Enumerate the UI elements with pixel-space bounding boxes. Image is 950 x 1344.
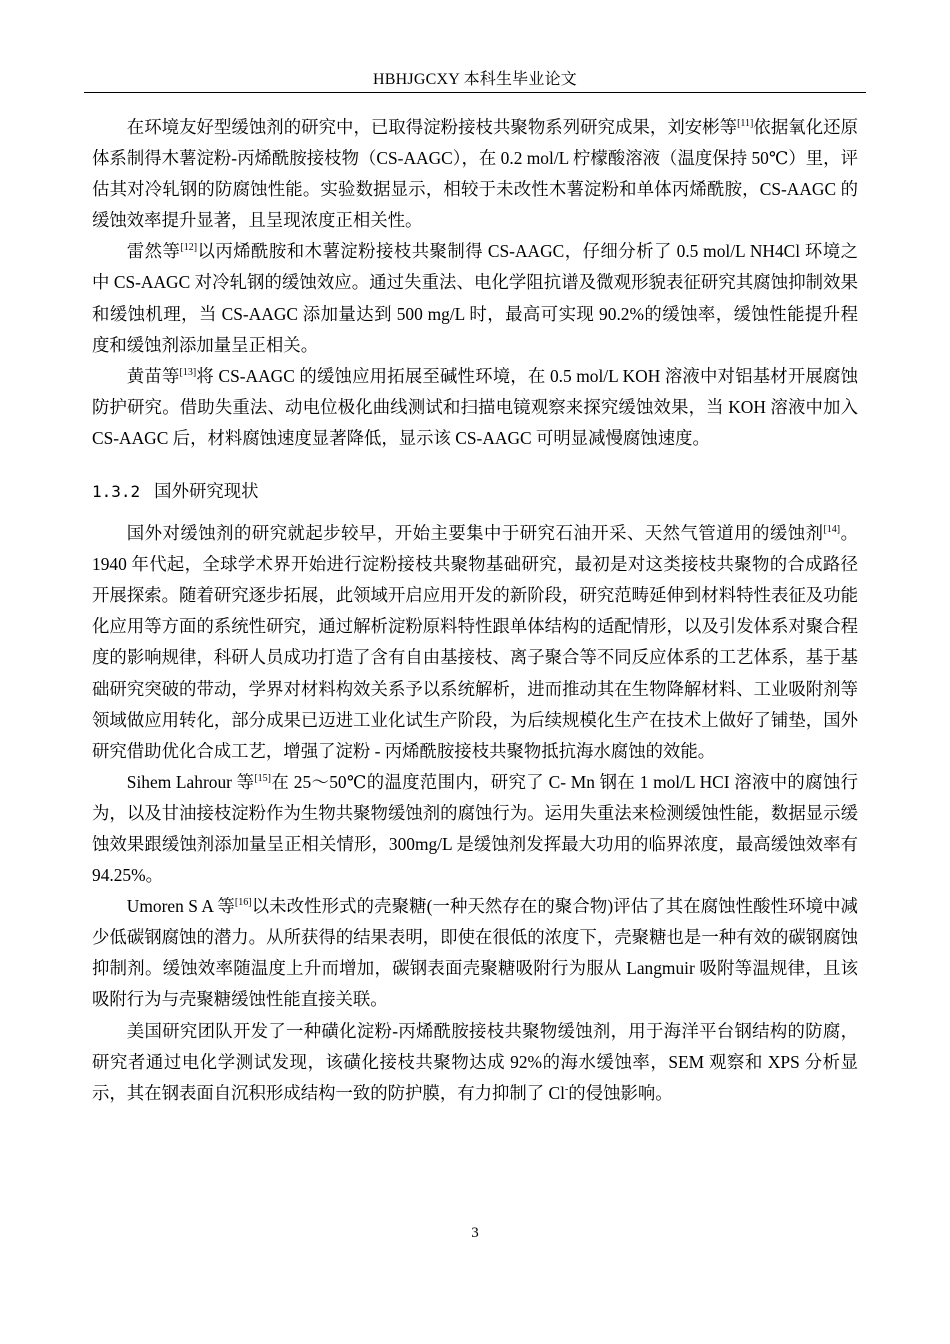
body-text — [92, 112, 858, 1109]
citation: [11] — [737, 118, 754, 130]
header-rule — [84, 92, 866, 93]
paragraph: Umoren S A 等[16]以未改性形式的壳聚糖(一种天然存在的聚合物)评估了其在腐蚀性酸性环境中减少低碳钢腐蚀的潜力。从所获得的结果表明，即使在很低的浓度下，壳聚糖也是一种有效的碳钢腐蚀抑制剂。缓蚀效率随温度上升而增加，碳钢表面壳聚糖吸附行为服从 Langmuir 吸附等温规律，且该吸附行为与壳聚糖缓蚀性能直接关联。 — [92, 896, 858, 1010]
paragraph: 美国研究团队开发了一种磺化淀粉-丙烯酰胺接枝共聚物缓蚀剂，用于海洋平台钢结构的防腐，研究者通过电化学测试发现，该磺化接枝共聚物达成 92%的海水缓蚀率，SEM 观察和 XPS 分析显示，其在钢表面自沉积形成结构一致的防护膜，有力抑制了 Cl-的侵蚀影响。 — [92, 1020, 858, 1103]
paragraph: 黄苗等[13]将 CS-AAGC 的缓蚀应用拓展至碱性环境，在 0.5 mol/L KOH 溶液中对铝基材开展腐蚀防护研究。借助失重法、动电位极化曲线测试和扫描电镜观察来探究缓蚀效果，当 KOH 溶液中加入 CS-AAGC 后，材料腐蚀速度显著降低，显示该 CS-AAGC 可明显减慢腐蚀速度。 — [92, 365, 858, 448]
citation: [15] — [254, 772, 272, 784]
chloride-superscript: - — [564, 1083, 569, 1095]
section-heading — [92, 476, 858, 508]
paragraph: 国外对缓蚀剂的研究就起步较早，开始主要集中于研究石油开采、天然气管道用的缓蚀剂[14]。1940 年代起，全球学术界开始进行淀粉接枝共聚物基础研究，最初是对这类接枝共聚物的合成路径开展探索。随着研究逐步拓展，此领域开启应用开发的新阶段，研究范畴延伸到材料特性表征及功能化应用等方面的系统性研究，通过解析淀粉原料特性跟单体结构的适配情形，以及引发体系对聚合程度的影响规律，科研人员成功打造了含有自由基接枝、离子聚合等不同反应体系的工艺体系，基于基础研究突破的带动，学界对材料构效关系予以系统解析，进而推动其在生物降解材料、工业吸附剂等领域做应用转化，部分成果已迈进工业化试生产阶段，为后续规模化生产在技术上做好了铺垫，国外研究借助优化合成工艺，增强了淀粉 - 丙烯酰胺接枝共聚物抵抗海水腐蚀的效能。 — [92, 523, 858, 761]
section-number: 1.3.2 — [92, 482, 141, 502]
section-title: 国外研究现状 — [154, 482, 259, 503]
citation: [13] — [179, 366, 197, 378]
running-header: HBHJGCXY 本科生毕业论文 — [373, 71, 577, 88]
citation: [16] — [234, 897, 252, 909]
paragraph: 在环境友好型缓蚀剂的研究中，已取得淀粉接枝共聚物系列研究成果，刘安彬等[11]依据氧化还原体系制得木薯淀粉-丙烯酰胺接枝物（CS-AAGC），在 0.2 mol/L 柠檬酸溶液（温度保持 50℃）里，评估其对冷轧钢的防腐蚀性能。实验数据显示，相较于未改性木薯淀粉和单体丙烯酰胺，CS-AAGC 的缓蚀效率提升显著，且呈现浓度正相关性。 — [92, 117, 858, 231]
paragraph: Sihem Lahrour 等[15]在 25～50℃的温度范围内，研究了 C- Mn 钢在 1 mol/L HCI 溶液中的腐蚀行为，以及甘油接枝淀粉作为生物共聚物缓蚀剂的腐蚀行为。运用失重法来检测缓蚀性能，数据显示缓蚀效果跟缓蚀剂添加量呈正相关情形，300mg/L 是缓蚀剂发挥最大功用的临界浓度，最高缓蚀效率有 94.25%。 — [92, 771, 858, 886]
paragraph: 雷然等[12]以丙烯酰胺和木薯淀粉接枝共聚制得 CS-AAGC，仔细分析了 0.5 mol/L NH4Cl 环境之中 CS-AAGC 对冷轧钢的缓蚀效应。通过失重法、电化学阻抗谱及微观形貌表征研究其腐蚀抑制效果和缓蚀机理，当 CS-AAGC 添加量达到 500 mg/L 时，最高可实现 90.2%的缓蚀率，缓蚀性能提升程度和缓蚀剂添加量呈正相关。 — [92, 241, 858, 355]
page-number: 3 — [471, 1225, 479, 1241]
citation: [12] — [180, 242, 198, 254]
citation: [14] — [823, 524, 841, 536]
